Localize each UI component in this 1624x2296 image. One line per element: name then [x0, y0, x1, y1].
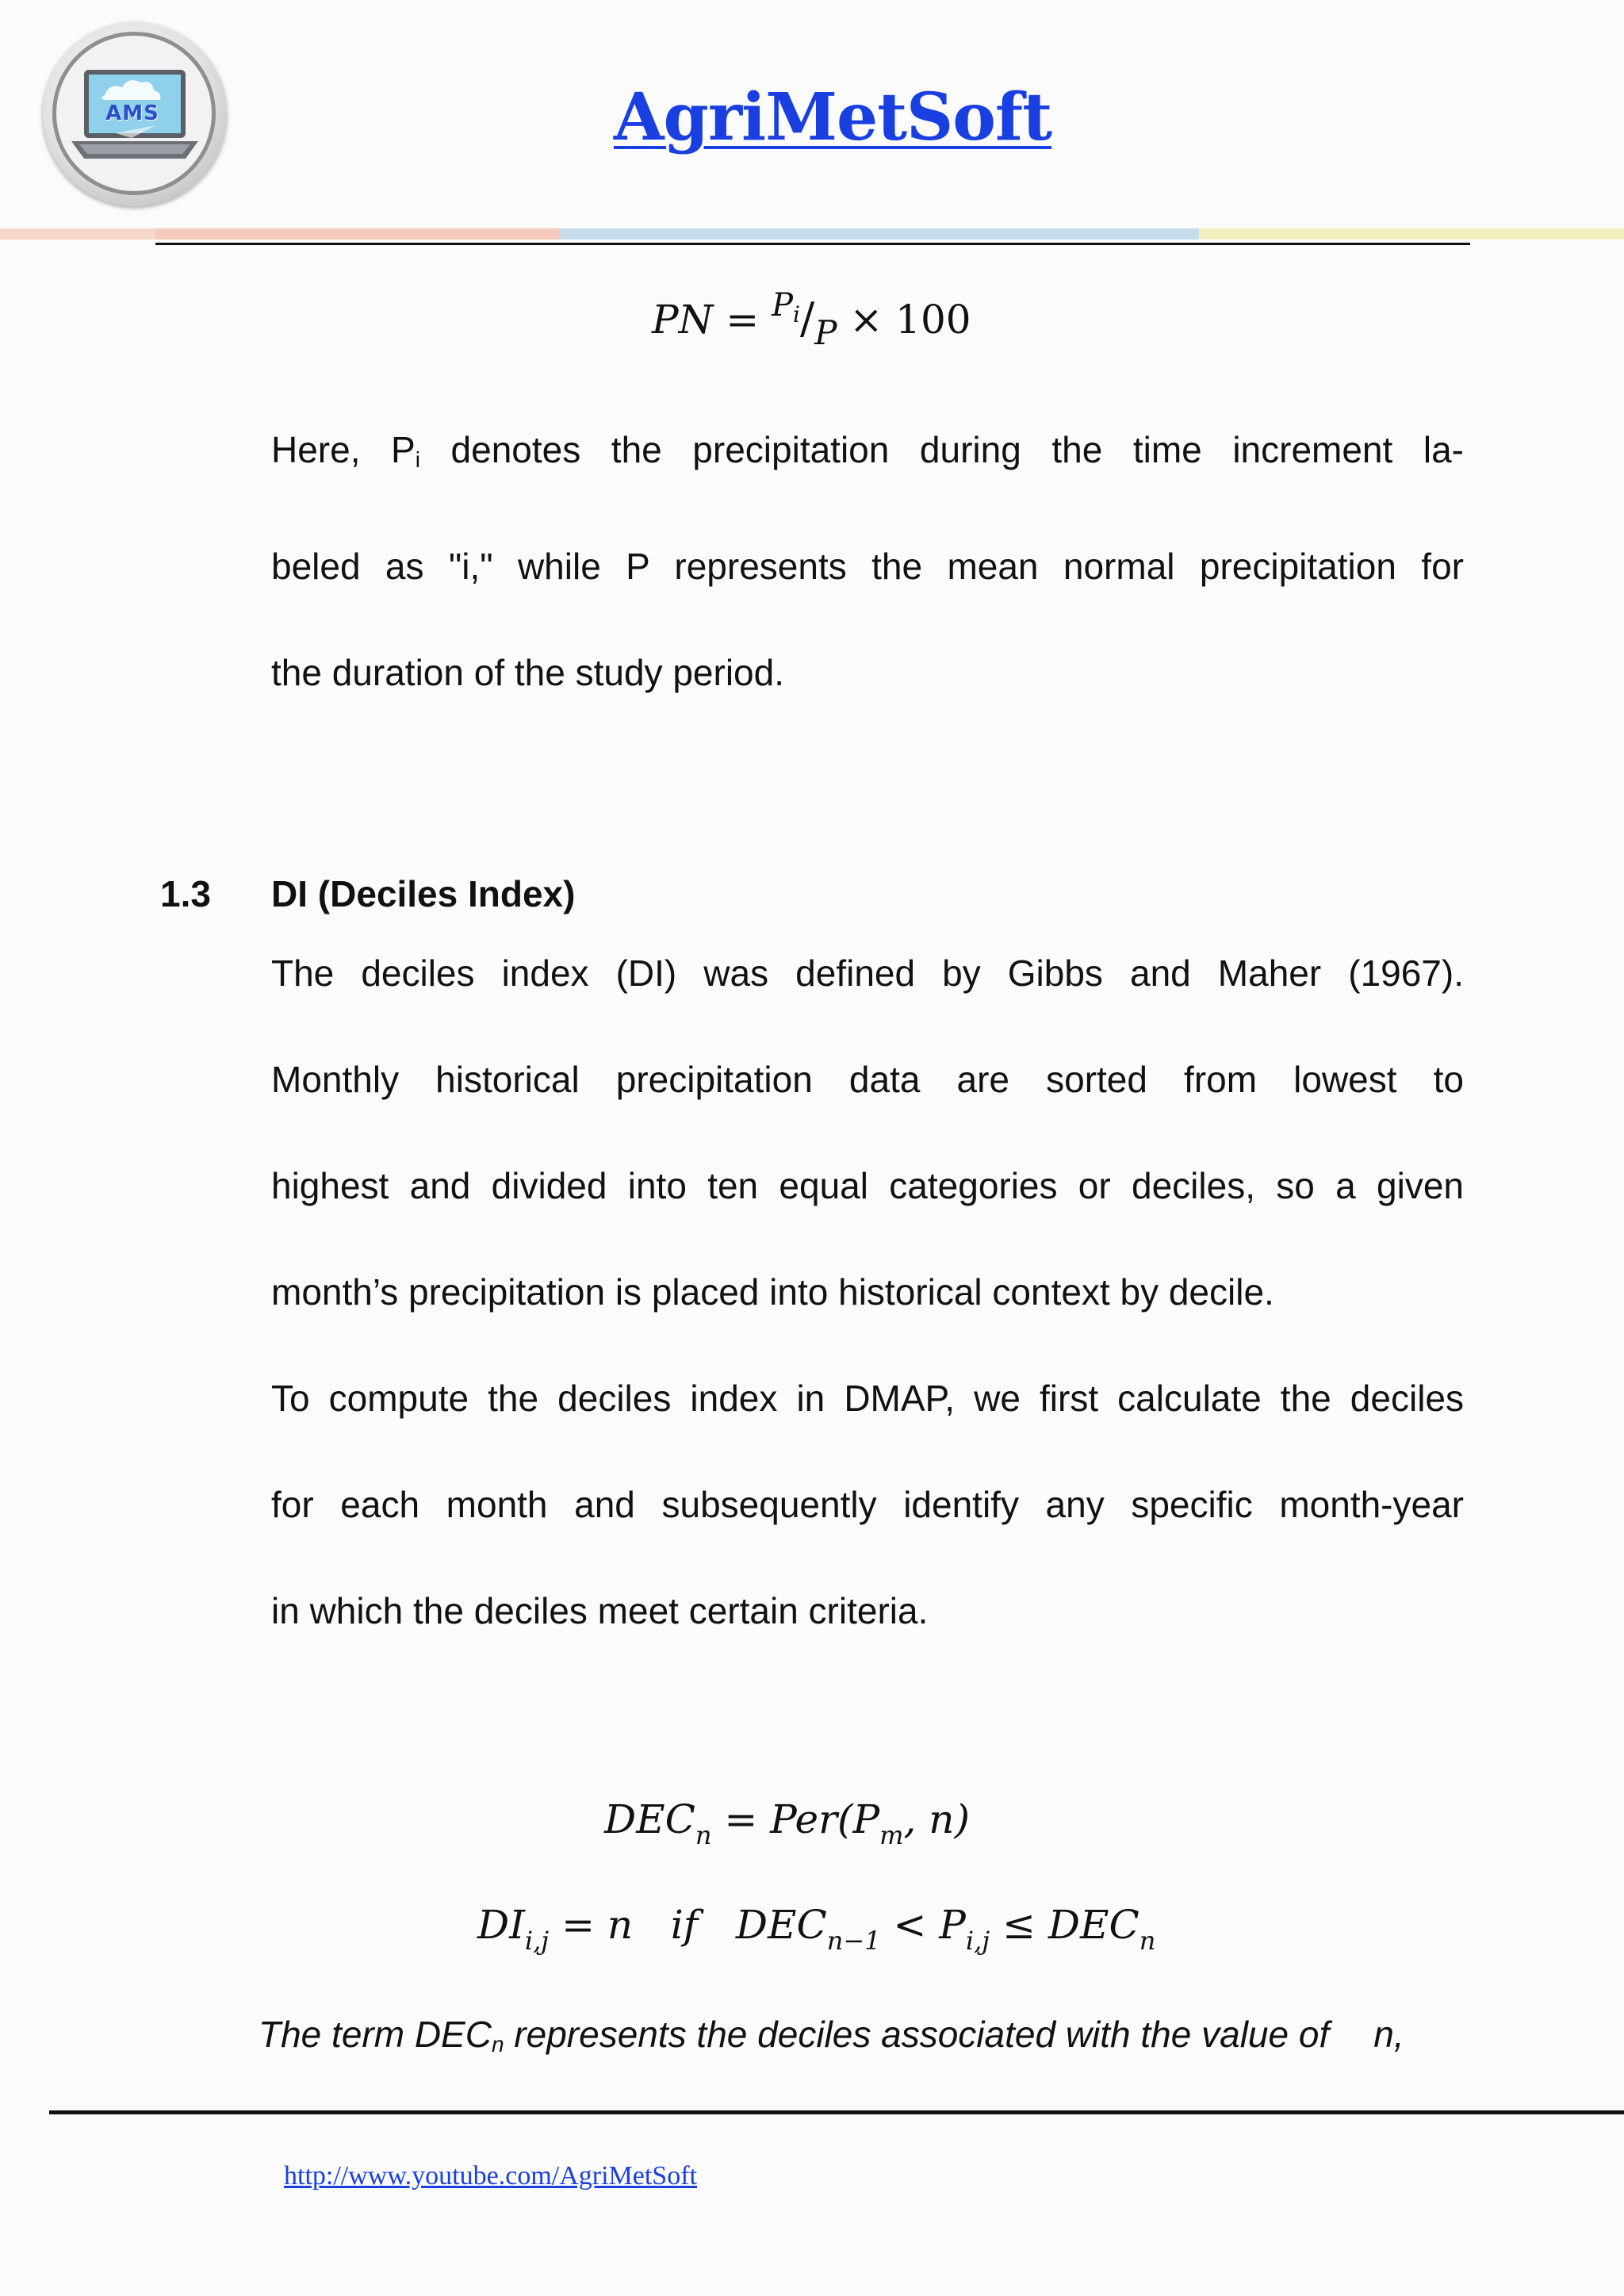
- header-rule: [155, 243, 1470, 245]
- youtube-link[interactable]: http://www.youtube.com/AgriMetSoft: [284, 2161, 697, 2191]
- paragraph-line: in which the deciles meet certain criteria.: [271, 1590, 929, 1631]
- paragraph-line: To compute the deciles index in DMAP, we first calculate the deciles: [271, 1378, 1464, 1419]
- eq-pn-tail: × 100: [849, 297, 971, 343]
- section-title: DI (Deciles Index): [271, 873, 576, 914]
- eq-pn-numerator: Pi: [772, 287, 800, 328]
- paragraph-line: for each month and subsequently identify any specific month-year: [271, 1484, 1464, 1525]
- header-stripe-2: [155, 228, 560, 240]
- paragraph-line: Monthly historical precipitation data are sorted from lowest to: [271, 1059, 1464, 1100]
- paragraph-dmap: [271, 1345, 1464, 1664]
- equation-di: $DI_{i,j} = n$ if $DEC_{n-1} < P_{i,j} \le DEC_n$: [477, 1902, 1156, 1956]
- paragraph-line: The deciles index (DI) was defined by Gibbs and Maher (1967).: [271, 953, 1464, 994]
- header-stripe-3: [560, 228, 1199, 240]
- paragraph-line: Here, Pi denotes the precipitation during the time increment la-: [271, 429, 1464, 472]
- eq-pn-slash: /: [799, 293, 815, 343]
- logo-text: AMS: [105, 102, 159, 125]
- paragraph-di: [271, 920, 1464, 1345]
- footer-rule: [49, 2110, 1624, 2114]
- header-stripe-4: [1199, 228, 1624, 240]
- term-note: The term DECn represents the deciles associated with the value of n,: [259, 2014, 1404, 2056]
- paragraph-line: month’s precipitation is placed into historical context by decile.: [271, 1271, 1274, 1313]
- paragraph-line: the duration of the study period.: [271, 652, 784, 693]
- equation-dec: $DEC_n = Per(P_m$, n): [604, 1796, 971, 1850]
- eq-pn-lhs: PN =: [652, 297, 760, 343]
- site-title-link[interactable]: AgriMetSoft: [613, 79, 1052, 155]
- equation-pn: [652, 287, 971, 352]
- paragraph-pn: [271, 397, 1464, 726]
- eq-pn-denominator: P: [814, 313, 837, 352]
- header-stripe-1: [0, 228, 155, 240]
- paragraph-line: beled as "i," while P represents the mean normal precipitation for: [271, 546, 1464, 587]
- paragraph-line: highest and divided into ten equal categories or deciles, so a given: [271, 1165, 1464, 1206]
- section-number: 1.3: [160, 873, 211, 914]
